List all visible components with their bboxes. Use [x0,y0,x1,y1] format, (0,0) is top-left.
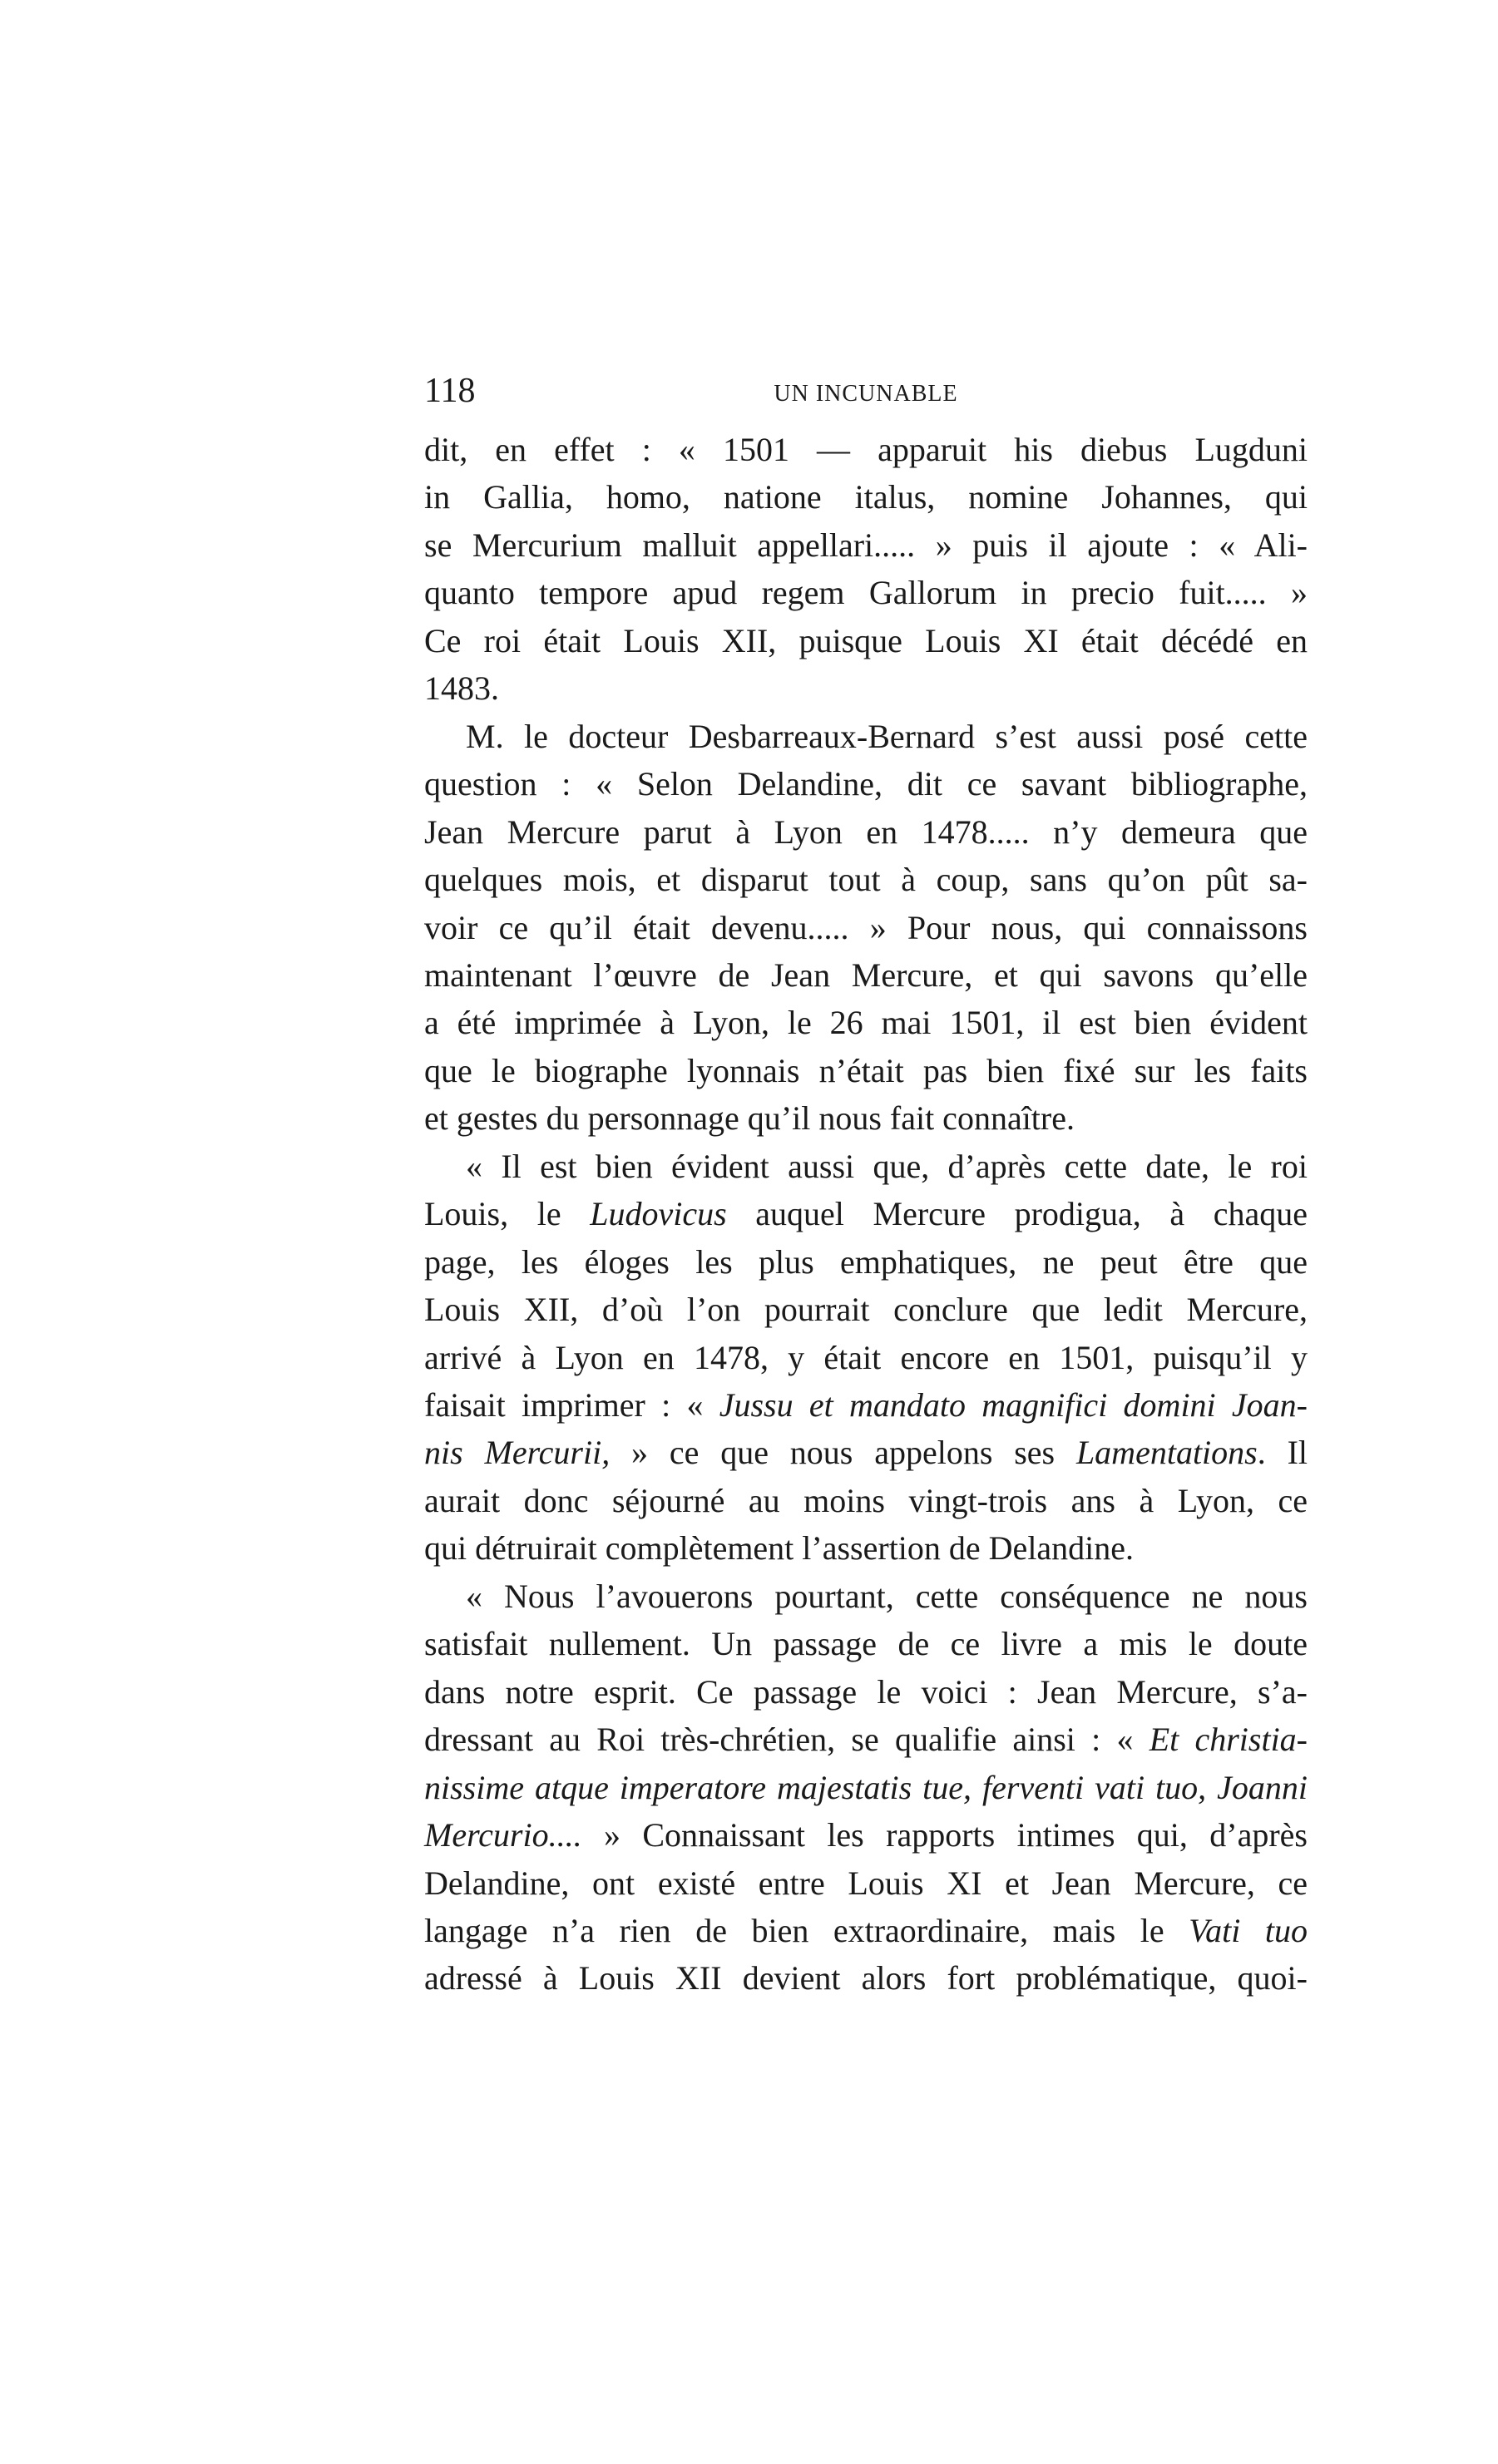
text-line [424,856,1308,903]
text-line [424,1047,1308,1094]
text-line [424,999,1308,1046]
text-run: « Nous l’avouerons pourtant, cette conséquence ne nous [466,1577,1308,1615]
text-line [424,1954,1308,2002]
text-line [424,1859,1308,1907]
text-line [424,1620,1308,1667]
text-line [424,808,1308,856]
italic-text: Jussu et mandato magnifici domini Joan- [719,1386,1308,1424]
text-line [424,569,1308,616]
italic-text: Vati tuo [1189,1911,1308,1949]
text-run: Delandine, ont existé entre Louis XI et Jean Mercure, ce [424,1864,1308,1902]
text-run: Jean Mercure parut à Lyon en 1478..... n’y demeura que [424,812,1308,851]
italic-text: nissime atque imperatore majestatis tue, ferventi vati tuo, Joanni [424,1768,1308,1806]
text-run: se Mercurium malluit appellari..... » puis il ajoute : « Ali- [424,526,1308,564]
page-header [424,370,1308,412]
text-line [424,1477,1308,1524]
text-run: faisait imprimer : « [424,1386,719,1424]
text-line [424,1286,1308,1333]
text-line [424,1764,1308,1811]
text-line [424,1524,1308,1572]
text-line [424,1381,1308,1429]
text-line [424,713,1308,760]
text-run: dans notre esprit. Ce passage le voici : Jean Mercure, s’a- [424,1672,1308,1711]
text-line [424,664,1308,712]
italic-text: nis Mercurii, [424,1434,611,1472]
text-line [424,1190,1308,1237]
text-line [424,1668,1308,1716]
text-line [424,1716,1308,1763]
text-run: quanto tempore apud regem Gallorum in precio fuit..... » [424,574,1308,612]
text-run: M. le docteur Desbarreaux-Bernard s’est aussi posé cette [466,717,1308,755]
text-run: in Gallia, homo, natione italus, nomine Johannes, qui [424,478,1308,516]
text-line [424,1573,1308,1620]
text-line [424,1907,1308,1954]
text-line [424,1811,1308,1859]
text-line [424,1143,1308,1190]
text-line [424,473,1308,521]
text-run: Ce roi était Louis XII, puisque Louis XI était décédé en [424,621,1308,659]
text-run: page, les éloges les plus emphatiques, ne peut être que [424,1242,1308,1281]
text-run: arrivé à Lyon en 1478, y était encore en 1501, puisqu’il y [424,1338,1308,1376]
text-line [424,521,1308,569]
text-line [424,904,1308,951]
text-run: Louis, le [424,1195,591,1233]
text-run: adressé à Louis XII devient alors fort problématique, quoi- [424,1959,1308,1997]
italic-text: Mercurio.... [424,1816,582,1854]
text-run: que le biographe lyonnais n’était pas bien fixé sur les faits [424,1051,1308,1089]
page-number: 118 [424,372,476,410]
text-run: « Il est bien évident aussi que, d’après cette date, le roi [466,1147,1308,1185]
text-run: satisfait nullement. Un passage de ce livre a mis le doute [424,1625,1308,1663]
text-line [424,760,1308,807]
running-title: UN INCUNABLE [774,381,958,407]
text-run: maintenant l’œuvre de Jean Mercure, et qui savons qu’elle [424,955,1308,994]
text-line [424,1094,1308,1142]
italic-text: Lamentations [1075,1434,1258,1472]
text-run: qui détruirait complètement l’assertion de Delandine. [424,1529,1135,1568]
text-run: langage n’a rien de bien extraordinaire, mais le [424,1911,1189,1949]
text-run: dit, en effet : « 1501 — apparuit his diebus Lugduni [424,431,1308,468]
text-run: » ce que nous appelons ses [610,1434,1076,1472]
text-run: aurait donc séjourné au moins vingt-trois ans à Lyon, ce [424,1481,1308,1519]
italic-text: Et christia- [1149,1721,1308,1759]
text-run: et gestes du personnage qu’il nous fait connaître. [424,1099,1075,1138]
text-run: auquel Mercure prodigua, à chaque [726,1195,1308,1233]
text-line [424,1334,1308,1381]
text-run: 1483. [424,669,499,708]
text-line [424,426,1308,473]
italic-text: Ludovicus [590,1195,727,1233]
text-run: question : « Selon Delandine, dit ce savant bibliographe, [424,765,1308,803]
text-run: quelques mois, et disparut tout à coup, sans qu’on pût sa- [424,861,1308,899]
text-run: » Connaissant les rapports intimes qui, d’après [581,1816,1308,1854]
text-run: a été imprimée à Lyon, le 26 mai 1501, il est bien évident [424,1004,1308,1042]
text-line [424,1429,1308,1476]
text-run: Louis XII, d’où l’on pourrait conclure que ledit Mercure, [424,1291,1308,1329]
text-line [424,617,1308,664]
text-line [424,951,1308,999]
text-run: voir ce qu’il était devenu..... » Pour nous, qui connaissons [424,908,1308,946]
text-line [424,1238,1308,1286]
text-run: . Il [1257,1434,1308,1472]
text-run: dressant au Roi très-chrétien, se qualifie ainsi : « [424,1721,1149,1759]
